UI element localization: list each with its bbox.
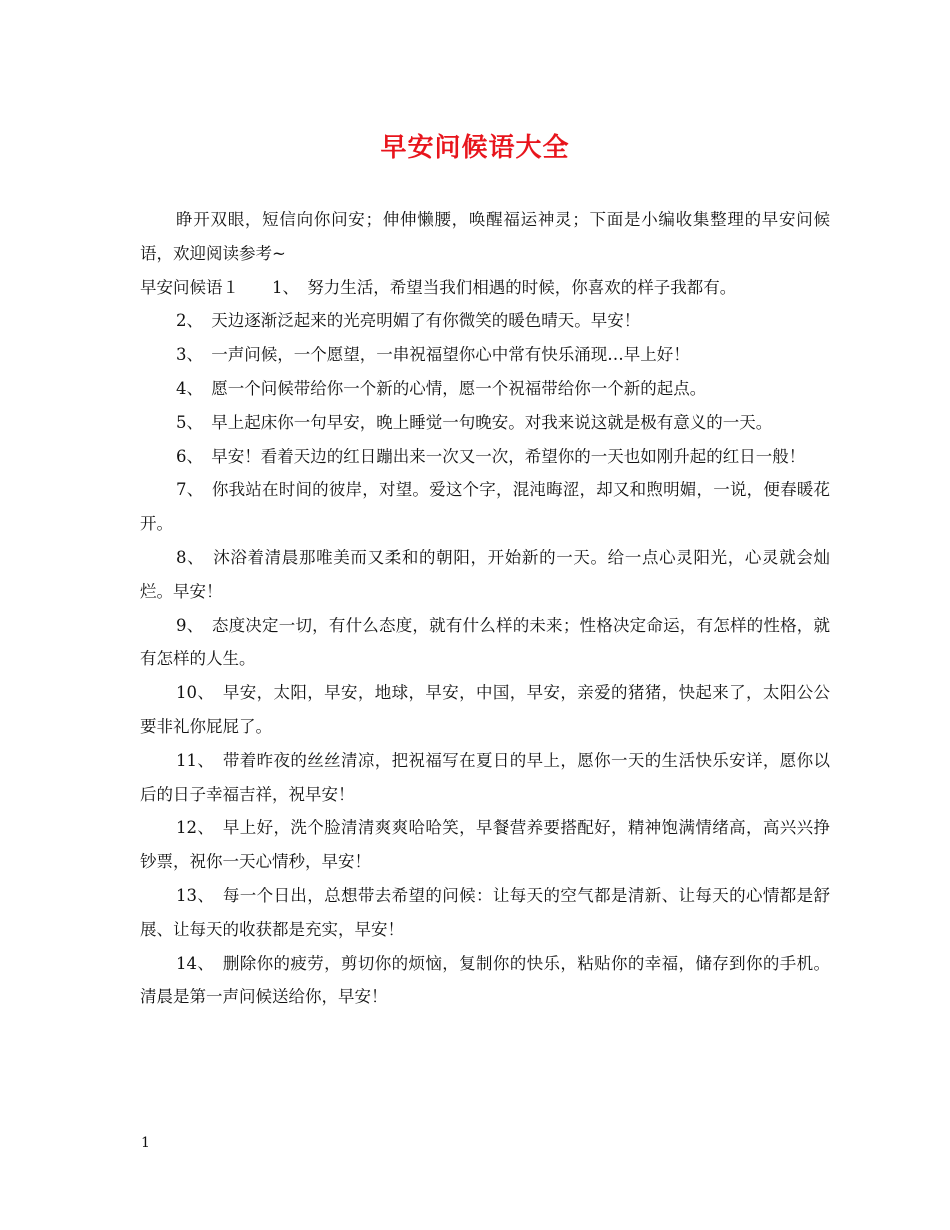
list-item: 6、 早安！看着天边的红日蹦出来一次又一次，希望你的一天也如刚升起的红日一般！ [176,446,806,466]
list-item: 3、 一声问候，一个愿望，一串祝福望你心中常有快乐涌现…早上好！ [176,345,690,365]
page-number: 1 [141,1135,150,1151]
list-item: 7、 你我站在时间的彼岸，对望。爱这个字，混沌晦涩，却又和煦明媚，一说，便春暖花开。 [140,480,830,534]
list-item: 5、 早上起床你一句早安，晚上睡觉一句晚安。对我来说这就是极有意义的一天。 [176,412,773,432]
document-body [140,203,830,1014]
intro-paragraph: 睁开双眼，短信向你问安；伸伸懒腰，唤醒福运神灵；下面是小编收集整理的早安问候语，欢迎阅读参考~ [140,210,830,263]
list-item: 8、 沐浴着清晨那唯美而又柔和的朝阳，开始新的一天。给一点心灵阳光，心灵就会灿烂。早安！ [140,547,830,601]
list-item: 10、 早安，太阳，早安，地球，早安，中国，早安，亲爱的猪猪，快起来了，太阳公公要非礼你屁屁了。 [140,683,830,736]
document-title: 早安问候语大全 [380,133,570,163]
section-heading-line: 早安问候语１ 1、 努力生活，希望当我们相遇的时候，你喜欢的样子我都有。 [140,277,737,297]
list-item: 13、 每一个日出，总想带去希望的问候：让每天的空气都是清新、让每天的心情都是舒展、让每天的收获都是充实，早安！ [140,885,830,939]
list-item: 11、 带着昨夜的丝丝清凉，把祝福写在夏日的早上，愿你一天的生活快乐安详，愿你以后的日子幸福吉祥，祝早安！ [140,750,830,804]
list-item: 4、 愿一个问候带给你一个新的心情，愿一个祝福带给你一个新的起点。 [176,378,707,398]
list-item: 2、 天边逐渐泛起来的光亮明媚了有你微笑的暖色晴天。早安！ [176,311,641,331]
list-item: 14、 删除你的疲劳，剪切你的烦恼，复制你的快乐，粘贴你的幸福，储存到你的手机。清晨是第一声问候送给你，早安！ [140,953,830,1007]
list-item: 12、 早上好，洗个脸清清爽爽哈哈笑，早餐营养要搭配好，精神饱满情绪高，高兴兴挣钞票，祝你一天心情秒，早安！ [140,818,830,872]
list-item: 9、 态度决定一切，有什么态度，就有什么样的未来；性格决定命运，有怎样的性格，就有怎样的人生。 [140,615,830,669]
